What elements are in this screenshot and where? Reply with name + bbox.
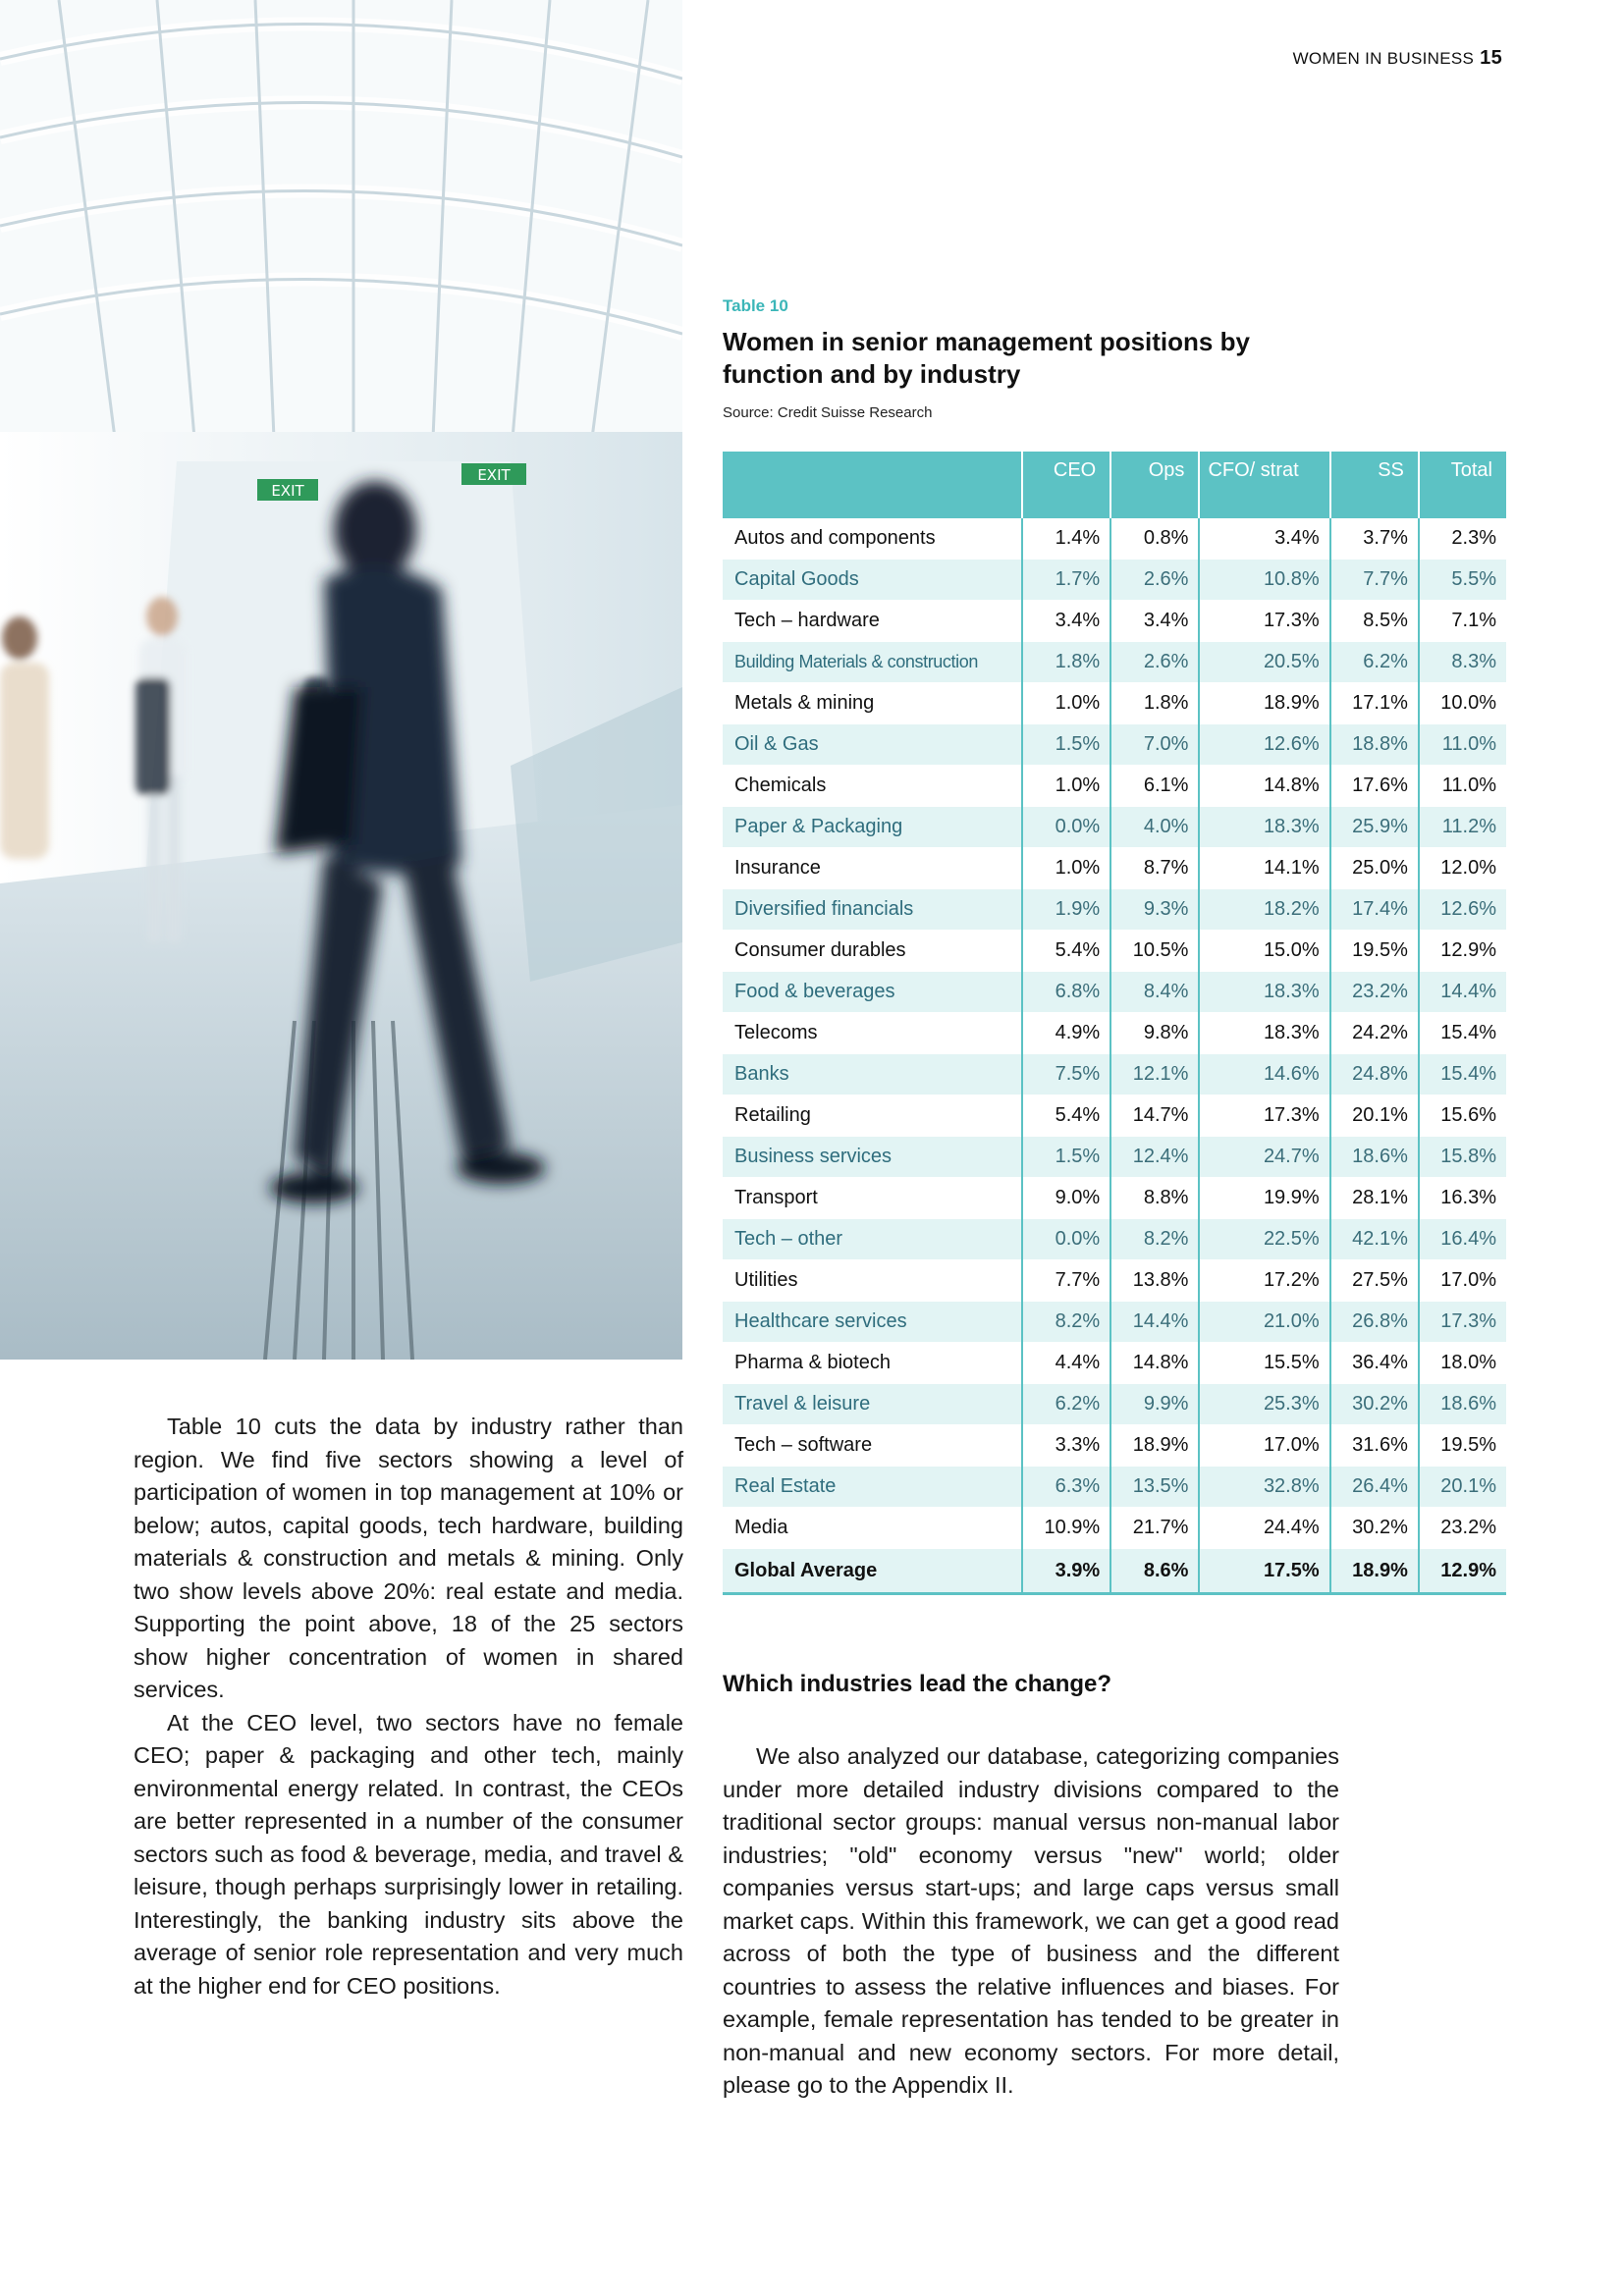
cell-ops: 9.8% [1110, 1013, 1199, 1054]
cell-cfo: 10.8% [1199, 560, 1329, 601]
cell-total: 18.0% [1419, 1343, 1506, 1384]
cell-ceo: 1.0% [1022, 683, 1110, 724]
exit-sign-left: EXIT [271, 482, 304, 500]
cell-ops: 9.9% [1110, 1384, 1199, 1425]
cell-cfo: 18.3% [1199, 972, 1329, 1013]
cell-ss: 25.0% [1330, 848, 1419, 889]
table-row [723, 1302, 1506, 1343]
avg-cell-ss: 18.9% [1330, 1549, 1419, 1594]
cell-ceo: 5.4% [1022, 931, 1110, 972]
cell-ss: 26.4% [1330, 1467, 1419, 1508]
hero-photo-illustration [0, 0, 682, 1360]
cell-ceo: 10.9% [1022, 1508, 1110, 1549]
table-row [723, 1219, 1506, 1260]
cell-ceo: 9.0% [1022, 1178, 1110, 1219]
cell-cfo: 24.7% [1199, 1137, 1329, 1178]
cell-ss: 26.8% [1330, 1302, 1419, 1343]
cell-ss: 3.7% [1330, 518, 1419, 560]
cell-ops: 8.7% [1110, 848, 1199, 889]
left-text-column [134, 1411, 683, 2002]
cell-ss: 24.2% [1330, 1013, 1419, 1054]
cell-total: 2.3% [1419, 518, 1506, 560]
cell-ops: 2.6% [1110, 642, 1199, 683]
table-body [723, 518, 1506, 1594]
cell-ceo: 1.4% [1022, 518, 1110, 560]
cell-total: 11.2% [1419, 807, 1506, 848]
cell-cfo: 17.0% [1199, 1425, 1329, 1467]
cell-ceo: 7.7% [1022, 1260, 1110, 1302]
right-text-column [723, 1740, 1339, 2103]
cell-ss: 17.6% [1330, 766, 1419, 807]
cell-cfo: 17.2% [1199, 1260, 1329, 1302]
cell-cfo: 15.5% [1199, 1343, 1329, 1384]
cell-ss: 25.9% [1330, 807, 1419, 848]
cell-cfo: 18.3% [1199, 1013, 1329, 1054]
table-row [723, 1013, 1506, 1054]
section-heading: Which industries lead the change? [723, 1671, 1112, 1697]
cell-ops: 3.4% [1110, 601, 1199, 642]
cell-ceo: 3.3% [1022, 1425, 1110, 1467]
cell-cfo: 19.9% [1199, 1178, 1329, 1219]
cell-sector: Food & beverages [723, 972, 1022, 1013]
table-header-row [723, 452, 1506, 518]
left-paragraph-2: At the CEO level, two sectors have no female CEO; paper & packaging and other tech, mainly environmental energy related. In contrast, the CEOs are better represented in a number of the consumer sectors such as food & beverage, media, and travel & leisure, though perhaps surprisingly lower in retailing. Interestingly, the banking industry sits above the average of senior role representation and very much at the higher end for CEO positions. [134, 1709, 683, 1999]
table-row [723, 1508, 1506, 1549]
cell-cfo: 12.6% [1199, 724, 1329, 766]
cell-total: 23.2% [1419, 1508, 1506, 1549]
table-source: Source: Credit Suisse Research [723, 404, 933, 421]
cell-ops: 12.4% [1110, 1137, 1199, 1178]
table-label: Table 10 [723, 296, 788, 315]
cell-total: 7.1% [1419, 601, 1506, 642]
cell-sector: Utilities [723, 1260, 1022, 1302]
cell-ops: 1.8% [1110, 683, 1199, 724]
table-row [723, 1384, 1506, 1425]
cell-ceo: 6.3% [1022, 1467, 1110, 1508]
table-row [723, 1260, 1506, 1302]
cell-ops: 8.2% [1110, 1219, 1199, 1260]
cell-total: 18.6% [1419, 1384, 1506, 1425]
cell-total: 20.1% [1419, 1467, 1506, 1508]
cell-ceo: 1.5% [1022, 1137, 1110, 1178]
column-header-sector [723, 452, 1022, 518]
cell-ceo: 1.0% [1022, 766, 1110, 807]
cell-total: 10.0% [1419, 683, 1506, 724]
cell-sector: Pharma & biotech [723, 1343, 1022, 1384]
cell-ss: 42.1% [1330, 1219, 1419, 1260]
cell-ss: 18.8% [1330, 724, 1419, 766]
cell-sector: Real Estate [723, 1467, 1022, 1508]
table-row [723, 972, 1506, 1013]
cell-cfo: 20.5% [1199, 642, 1329, 683]
cell-sector: Insurance [723, 848, 1022, 889]
cell-ceo: 1.7% [1022, 560, 1110, 601]
cell-ss: 30.2% [1330, 1508, 1419, 1549]
table-row [723, 1178, 1506, 1219]
cell-sector: Travel & leisure [723, 1384, 1022, 1425]
table-row [723, 1425, 1506, 1467]
cell-ceo: 8.2% [1022, 1302, 1110, 1343]
avg-cell-cfo: 17.5% [1199, 1549, 1329, 1594]
cell-sector: Banks [723, 1054, 1022, 1095]
avg-cell-ops: 8.6% [1110, 1549, 1199, 1594]
cell-ss: 17.4% [1330, 889, 1419, 931]
cell-sector: Diversified financials [723, 889, 1022, 931]
cell-ceo: 1.5% [1022, 724, 1110, 766]
cell-ops: 4.0% [1110, 807, 1199, 848]
table-row [723, 1137, 1506, 1178]
cell-total: 15.4% [1419, 1013, 1506, 1054]
cell-sector: Metals & mining [723, 683, 1022, 724]
cell-sector: Paper & Packaging [723, 807, 1022, 848]
cell-ss: 17.1% [1330, 683, 1419, 724]
table-row [723, 601, 1506, 642]
cell-sector: Capital Goods [723, 560, 1022, 601]
cell-ops: 0.8% [1110, 518, 1199, 560]
cell-sector: Building Materials & construction [723, 642, 1022, 683]
cell-ops: 7.0% [1110, 724, 1199, 766]
cell-cfo: 14.1% [1199, 848, 1329, 889]
cell-ceo: 6.2% [1022, 1384, 1110, 1425]
column-header-cfo-strat [1199, 452, 1329, 518]
cell-total: 15.8% [1419, 1137, 1506, 1178]
cell-ss: 36.4% [1330, 1343, 1419, 1384]
running-head [1178, 47, 1502, 70]
cell-sector: Healthcare services [723, 1302, 1022, 1343]
cell-ceo: 1.9% [1022, 889, 1110, 931]
table-row [723, 642, 1506, 683]
cell-total: 5.5% [1419, 560, 1506, 601]
cell-ops: 14.7% [1110, 1095, 1199, 1137]
cell-sector: Transport [723, 1178, 1022, 1219]
cell-ss: 8.5% [1330, 601, 1419, 642]
left-paragraph-1: Table 10 cuts the data by industry rather than region. We find five sectors showing a level of participation of women in top management at 10% or below; autos, capital goods, tech hardware, building materials & construction and metals & mining. Only two show levels above 20%: real estate and media. Supporting the point above, 18 of the 25 sectors show higher concentration of women in shared services. [134, 1414, 683, 1702]
cell-sector: Retailing [723, 1095, 1022, 1137]
hero-photo [0, 0, 682, 1360]
cell-ops: 21.7% [1110, 1508, 1199, 1549]
cell-total: 8.3% [1419, 642, 1506, 683]
cell-sector: Chemicals [723, 766, 1022, 807]
cell-ss: 31.6% [1330, 1425, 1419, 1467]
cell-ss: 18.6% [1330, 1137, 1419, 1178]
cell-ops: 8.8% [1110, 1178, 1199, 1219]
cell-total: 14.4% [1419, 972, 1506, 1013]
cell-sector: Autos and components [723, 518, 1022, 560]
column-header-ops: Ops [1110, 452, 1199, 518]
cell-cfo: 25.3% [1199, 1384, 1329, 1425]
cell-total: 17.0% [1419, 1260, 1506, 1302]
cell-cfo: 22.5% [1199, 1219, 1329, 1260]
cell-ss: 24.8% [1330, 1054, 1419, 1095]
cell-total: 17.3% [1419, 1302, 1506, 1343]
cell-ceo: 1.0% [1022, 848, 1110, 889]
cell-ss: 27.5% [1330, 1260, 1419, 1302]
cell-cfo: 3.4% [1199, 518, 1329, 560]
cell-ss: 7.7% [1330, 560, 1419, 601]
cell-ceo: 0.0% [1022, 807, 1110, 848]
cell-sector: Media [723, 1508, 1022, 1549]
cell-ceo: 4.9% [1022, 1013, 1110, 1054]
table-row [723, 1095, 1506, 1137]
cell-ceo: 1.8% [1022, 642, 1110, 683]
cell-ss: 6.2% [1330, 642, 1419, 683]
table-row [723, 766, 1506, 807]
cell-ops: 13.5% [1110, 1467, 1199, 1508]
cell-ceo: 0.0% [1022, 1219, 1110, 1260]
running-title: WOMEN IN BUSINESS [1292, 49, 1475, 68]
cell-ops: 18.9% [1110, 1425, 1199, 1467]
cell-total: 12.0% [1419, 848, 1506, 889]
cell-ceo: 7.5% [1022, 1054, 1110, 1095]
avg-cell-sector: Global Average [723, 1549, 1022, 1594]
cell-total: 11.0% [1419, 724, 1506, 766]
cell-ss: 30.2% [1330, 1384, 1419, 1425]
cell-sector: Tech – software [723, 1425, 1022, 1467]
table-row [723, 683, 1506, 724]
table-row [723, 560, 1506, 601]
cell-cfo: 17.3% [1199, 601, 1329, 642]
cell-sector: Oil & Gas [723, 724, 1022, 766]
cell-ops: 6.1% [1110, 766, 1199, 807]
cell-total: 16.4% [1419, 1219, 1506, 1260]
exit-sign-right: EXIT [477, 466, 511, 484]
cell-ops: 8.4% [1110, 972, 1199, 1013]
cell-ss: 23.2% [1330, 972, 1419, 1013]
table-row [723, 848, 1506, 889]
avg-cell-ceo: 3.9% [1022, 1549, 1110, 1594]
table-row [723, 931, 1506, 972]
cell-cfo: 24.4% [1199, 1508, 1329, 1549]
page-number: 15 [1480, 47, 1502, 69]
cell-ceo: 3.4% [1022, 601, 1110, 642]
cell-cfo: 18.2% [1199, 889, 1329, 931]
cell-sector: Business services [723, 1137, 1022, 1178]
cell-sector: Consumer durables [723, 931, 1022, 972]
cell-total: 11.0% [1419, 766, 1506, 807]
table-title: Women in senior management positions by function and by industry [723, 327, 1250, 389]
cell-cfo: 14.6% [1199, 1054, 1329, 1095]
data-table [723, 452, 1506, 1595]
table-row [723, 1343, 1506, 1384]
column-header-cfo-strat-text: CFO/ strat [1208, 459, 1299, 481]
cell-cfo: 32.8% [1199, 1467, 1329, 1508]
cell-cfo: 17.3% [1199, 1095, 1329, 1137]
cell-ss: 28.1% [1330, 1178, 1419, 1219]
column-header-total: Total [1419, 452, 1506, 518]
cell-cfo: 15.0% [1199, 931, 1329, 972]
cell-sector: Tech – hardware [723, 601, 1022, 642]
cell-cfo: 18.9% [1199, 683, 1329, 724]
cell-cfo: 21.0% [1199, 1302, 1329, 1343]
table-row [723, 1054, 1506, 1095]
cell-ceo: 5.4% [1022, 1095, 1110, 1137]
cell-sector: Tech – other [723, 1219, 1022, 1260]
table-row [723, 807, 1506, 848]
table-row [723, 518, 1506, 560]
cell-ops: 14.8% [1110, 1343, 1199, 1384]
cell-total: 15.6% [1419, 1095, 1506, 1137]
cell-ops: 12.1% [1110, 1054, 1199, 1095]
cell-total: 16.3% [1419, 1178, 1506, 1219]
column-header-ceo: CEO [1022, 452, 1110, 518]
cell-ceo: 4.4% [1022, 1343, 1110, 1384]
cell-total: 19.5% [1419, 1425, 1506, 1467]
cell-cfo: 18.3% [1199, 807, 1329, 848]
cell-cfo: 14.8% [1199, 766, 1329, 807]
table-row [723, 1467, 1506, 1508]
cell-ops: 13.8% [1110, 1260, 1199, 1302]
cell-ceo: 6.8% [1022, 972, 1110, 1013]
cell-ops: 2.6% [1110, 560, 1199, 601]
table-row-global-average [723, 1549, 1506, 1594]
cell-ops: 9.3% [1110, 889, 1199, 931]
table-row [723, 724, 1506, 766]
cell-sector: Telecoms [723, 1013, 1022, 1054]
avg-cell-total: 12.9% [1419, 1549, 1506, 1594]
table-row [723, 889, 1506, 931]
cell-ss: 20.1% [1330, 1095, 1419, 1137]
column-header-ss: SS [1330, 452, 1419, 518]
cell-total: 15.4% [1419, 1054, 1506, 1095]
right-paragraph-1: We also analyzed our database, categorizing companies under more detailed industry divisions compared to the traditional sector groups: manual versus non-manual labor industries; "old" economy versus "new" world; older companies versus start-ups; and large caps versus small market caps. Within this framework, we can get a good read across of both the type of business and the different countries to assess the relative influences and biases. For example, female representation has tended to be greater in non-manual and new economy sectors. For more detail, please go to the Appendix II. [723, 1743, 1339, 2098]
cell-ss: 19.5% [1330, 931, 1419, 972]
cell-ops: 10.5% [1110, 931, 1199, 972]
cell-total: 12.6% [1419, 889, 1506, 931]
cell-ops: 14.4% [1110, 1302, 1199, 1343]
cell-total: 12.9% [1419, 931, 1506, 972]
